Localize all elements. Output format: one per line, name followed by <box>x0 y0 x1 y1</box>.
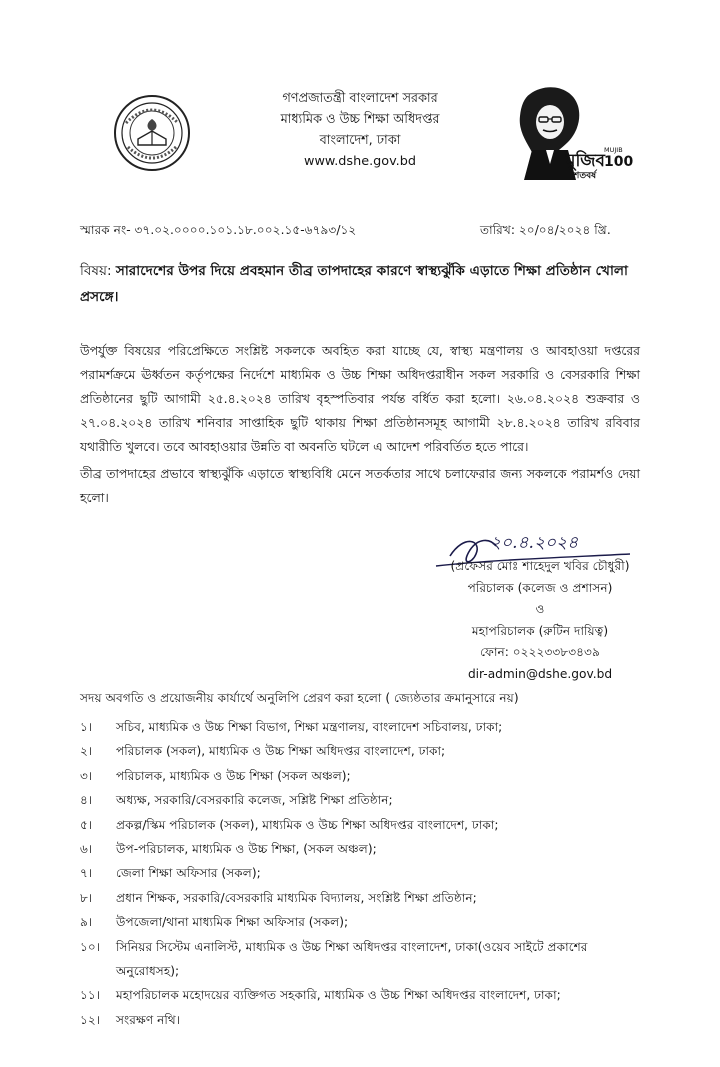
list-item-text: প্রকল্প/স্কিম পরিচালক (সকল), মাধ্যমিক ও উচ্চ শিক্ষা অধিদপ্তর বাংলাদেশ, ঢাকা; <box>116 817 499 832</box>
list-item-number: ৫। <box>80 817 93 832</box>
website: www.dshe.gov.bd <box>304 154 416 169</box>
dshe-seal-icon <box>112 93 192 173</box>
list-item-number: ১১। <box>80 988 101 1003</box>
list-item <box>80 813 650 837</box>
list-item <box>80 910 650 934</box>
directorate-name: মাধ্যমিক ও উচ্চ শিক্ষা অধিদপ্তর <box>280 112 440 127</box>
list-item-text: প্রধান শিক্ষক, সরকারি/বেসরকারি মাধ্যমিক বিদ্যালয়, সংশ্লিষ্ট শিক্ষা প্রতিষ্ঠান; <box>116 890 477 905</box>
list-item-text: উপজেলা/থানা মাধ্যমিক শিক্ষা অফিসার (সকল); <box>116 915 349 930</box>
list-item <box>80 837 650 861</box>
mujib-100-logo-icon <box>512 84 632 188</box>
logo-text-shotoborsho: শতবর্ষ <box>574 171 597 181</box>
subject-line <box>80 258 640 310</box>
list-item-text: সিনিয়র সিস্টেম এনালিস্ট, মাধ্যমিক ও উচ্চ শিক্ষা অধিদপ্তর বাংলাদেশ, ঢাকা(ওয়েব সাইটে প্রকাশের অনুরোধসহ); <box>116 939 588 979</box>
list-item <box>80 861 650 885</box>
memo-date: তারিখ: ২০/০৪/২০২৪ খ্রি. <box>480 223 611 237</box>
list-item-number: ১০। <box>80 939 101 954</box>
subject-text: সারাদেশের উপর দিয়ে প্রবহমান তীব্র তাপদাহের কারণে স্বাস্থ্যঝুঁকি এড়াতে শিক্ষা প্রতিষ্ঠান খোলা প্রসঙ্গে। <box>80 263 628 305</box>
list-item-text: জেলা শিক্ষা অফিসার (সকল); <box>116 866 261 881</box>
list-item-number: ৯। <box>80 915 93 930</box>
letterhead <box>200 88 520 172</box>
signatory-name: (প্রফেসর মোঃ শাহেদুল খবির চৌধুরী) <box>450 559 630 573</box>
logo-text-100: 100 <box>604 154 634 170</box>
list-item <box>80 1008 650 1032</box>
list-item <box>80 935 650 984</box>
signatory-phone: ফোন: ০২২২৩৩৮৩৪৩৯ <box>480 645 600 659</box>
list-item <box>80 739 650 763</box>
list-item <box>80 983 650 1007</box>
list-item-text: পরিচালক (সকল), মাধ্যমিক ও উচ্চ শিক্ষা অধিদপ্তর বাংলাদেশ, ঢাকা; <box>116 744 446 759</box>
list-item-number: ৭। <box>80 866 93 881</box>
signatory-email: dir-admin@dshe.gov.bd <box>467 666 613 681</box>
signatory-title: পরিচালক (কলেজ ও প্রশাসন) <box>467 580 613 595</box>
cc-intro: সদয় অবগতি ও প্রয়োজনীয় কার্যার্থে অনুলিপি প্রেরণ করা হলো ( জ্যেষ্ঠতার ক্রমানুসারে নয়) <box>80 691 519 705</box>
cc-list <box>80 715 650 1032</box>
list-item <box>80 715 650 739</box>
signatory-and: ও <box>535 602 545 616</box>
memo-reference: স্মারক নং- ৩৭.০২.০০০০.১০১.১৮.০০২.১৫-৬৭৯৩/১২ <box>80 223 357 237</box>
list-item-number: ৬। <box>80 842 93 857</box>
list-item-number: ১। <box>80 720 93 734</box>
list-item-text: অধ্যক্ষ, সরকারি/বেসরকারি কলেজ, সশ্লিষ্ট শিক্ষা প্রতিষ্ঠান; <box>116 793 393 808</box>
list-item <box>80 764 650 788</box>
subject-label: বিষয়: <box>80 263 112 279</box>
signature-block <box>420 556 660 685</box>
location: বাংলাদেশ, ঢাকা <box>319 133 401 148</box>
list-item-number: ১২। <box>80 1012 101 1027</box>
list-item-number: ৮। <box>80 890 93 905</box>
body-paragraph-2: তীব্র তাপদাহের প্রভাবে স্বাস্থ্যঝুঁকি এড়াতে স্বাস্থ্যবিধি মেনে সতর্কতার সাথে চলাফেরার জন্য সকলকে পরামর্শও দেয়া হলো। <box>80 466 640 505</box>
list-item-number: ৩। <box>80 768 93 783</box>
govt-name: গণপ্রজাতন্ত্রী বাংলাদেশ সরকার <box>282 91 438 106</box>
list-item-text: সংরক্ষণ নথি। <box>116 1012 181 1027</box>
logo-text-mujib-en: MUJIB <box>604 146 623 154</box>
list-item-text: সচিব, মাধ্যমিক ও উচ্চ শিক্ষা বিভাগ, শিক্ষা মন্ত্রণালয়, বাংলাদেশ সচিবালয়, ঢাকা; <box>116 720 503 734</box>
list-item <box>80 886 650 910</box>
list-item-text: মহাপরিচালক মহোদয়ের ব্যক্তিগত সহকারি, মাধ্যমিক ও উচ্চ শিক্ষা অধিদপ্তর বাংলাদেশ, ঢাকা; <box>116 988 561 1003</box>
body-paragraph-1: উপর্যুক্ত বিষয়ের পরিপ্রেক্ষিতে সংশ্লিষ্ট সকলকে অবহিত করা যাচ্ছে যে, স্বাস্থ্য মন্ত্রণালয় ও আবহাওয়া দপ্তরের পরামর্শক্রমে ঊর্ধ্বতন কর্তৃপক্ষের নির্দেশে মাধ্যমিক ও উচ্চ শিক্ষা অধিদপ্তরাধীন সকল সরকারি ও বেসরকারি শিক্ষা প্রতিষ্ঠানের ছুটি আগামী ২৫.৪.২০২৪ তারিখ বৃহস্পতিবার পর্যন্ত বর্ধিত করা হলো। ২৬.০৪.২০২৪ শুক্রবার ও ২৭.০৪.২০২৪ তারিখ শনিবার সাপ্তাহিক ছুটি থাকায় শিক্ষা প্রতিষ্ঠানসমূহ আগামী ২৮.৪.২০২৪ তারিখ রবিবার যথারীতি খুলবে। তবে আবহাওয়ার উন্নতি বা অবনতি ঘটলে এ আদেশ পরিবর্তিত হতে পারে। <box>80 343 640 454</box>
list-item-text: পরিচালক, মাধ্যমিক ও উচ্চ শিক্ষা (সকল অঞ্চল); <box>116 768 351 783</box>
list-item-text: উপ-পরিচালক, মাধ্যমিক ও উচ্চ শিক্ষা, (সকল অঞ্চল); <box>116 842 377 857</box>
signature-date: ২০.৪.২০২৪ <box>490 533 579 553</box>
list-item-number: ৪। <box>80 793 93 808</box>
list-item <box>80 788 650 812</box>
signatory-title-2: মহাপরিচালক (রুটিন দায়িত্ব) <box>471 623 609 638</box>
list-item-number: ২। <box>80 744 93 759</box>
logo-text-mujib: মুজিব <box>566 151 605 171</box>
